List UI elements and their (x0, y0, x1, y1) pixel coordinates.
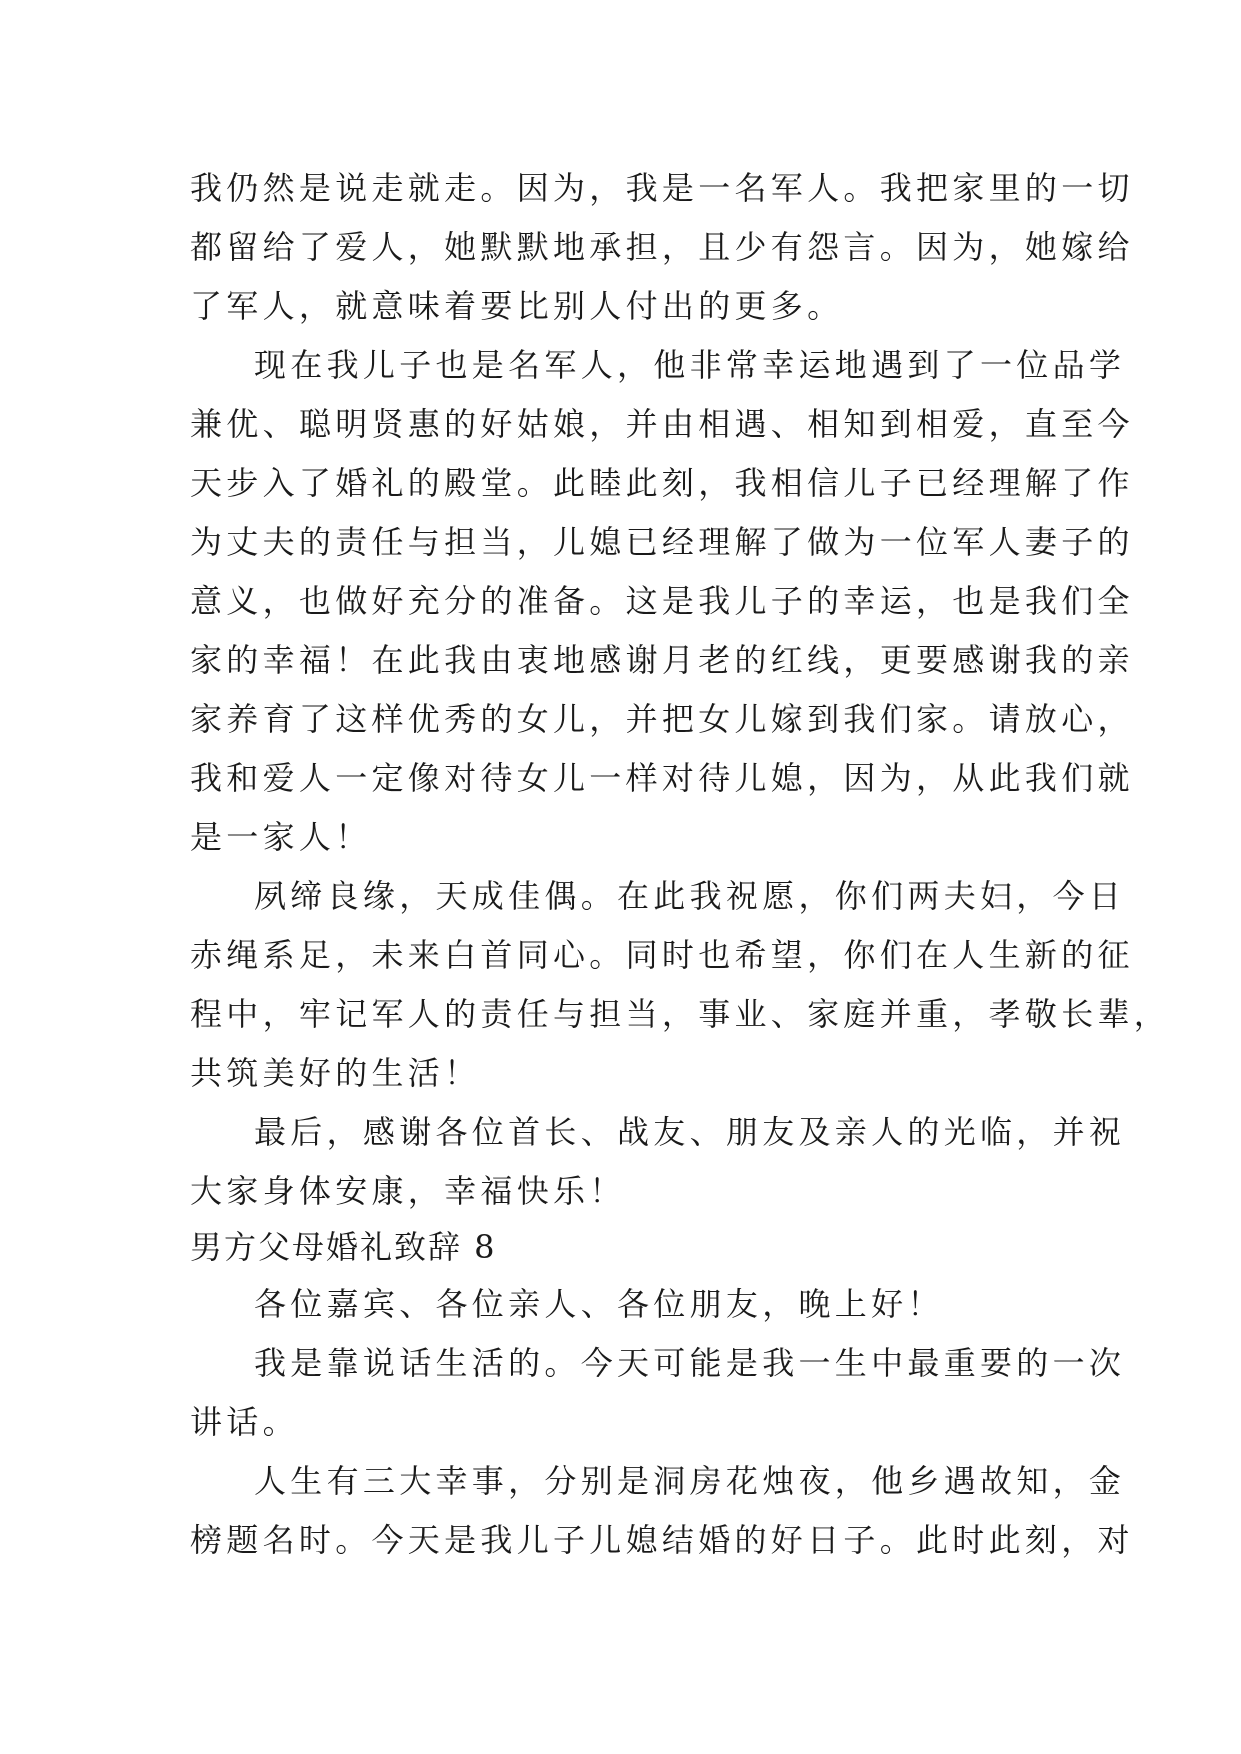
text-line: 现在我儿子也是名军人，他非常幸运地遇到了一位品学 (254, 346, 1126, 384)
text-line: 都留给了爱人，她默默地承担，且少有怨言。因为，她嫁给 (190, 228, 1134, 266)
text-line: 大家身体安康，幸福快乐！ (190, 1172, 626, 1210)
text-line: 家养育了这样优秀的女儿，并把女儿嫁到我们家。请放心， (190, 700, 1134, 738)
text-line: 为丈夫的责任与担当，儿媳已经理解了做为一位军人妻子的 (190, 523, 1134, 561)
text-line: 我和爱人一定像对待女儿一样对待儿媳，因为，从此我们就 (190, 759, 1134, 797)
text-line: 天步入了婚礼的殿堂。此睦此刻，我相信儿子已经理解了作 (190, 464, 1134, 502)
text-line: 程中，牢记军人的责任与担当，事业、家庭并重，孝敬长辈， (190, 995, 1171, 1033)
text-line: 意义，也做好充分的准备。这是我儿子的幸运，也是我们全 (190, 582, 1134, 620)
text-line: 家的幸福！在此我由衷地感谢月老的红线，更要感谢我的亲 (190, 641, 1134, 679)
text-line: 我仍然是说走就走。因为，我是一名军人。我把家里的一切 (190, 169, 1134, 207)
text-line: 讲话。 (190, 1403, 299, 1441)
text-line: 人生有三大幸事，分别是洞房花烛夜，他乡遇故知，金 (254, 1462, 1126, 1500)
text-line: 兼优、聪明贤惠的好姑娘，并由相遇、相知到相爱，直至今 (190, 405, 1134, 443)
text-line: 了军人，就意味着要比别人付出的更多。 (190, 287, 844, 325)
text-line: 最后，感谢各位首长、战友、朋友及亲人的光临，并祝 (254, 1113, 1126, 1151)
text-line: 我是靠说话生活的。今天可能是我一生中最重要的一次 (254, 1344, 1126, 1382)
section-heading: 男方父母婚礼致辞 8 (190, 1228, 497, 1266)
text-line: 赤绳系足，未来白首同心。同时也希望，你们在人生新的征 (190, 936, 1134, 974)
text-line: 共筑美好的生活！ (190, 1054, 481, 1092)
text-line: 各位嘉宾、各位亲人、各位朋友，晚上好！ (254, 1285, 944, 1323)
text-line: 夙缔良缘，天成佳偶。在此我祝愿，你们两夫妇，今日 (254, 877, 1126, 915)
text-line: 榜题名时。今天是我儿子儿媳结婚的好日子。此时此刻，对 (190, 1521, 1134, 1559)
text-line: 是一家人！ (190, 818, 372, 856)
